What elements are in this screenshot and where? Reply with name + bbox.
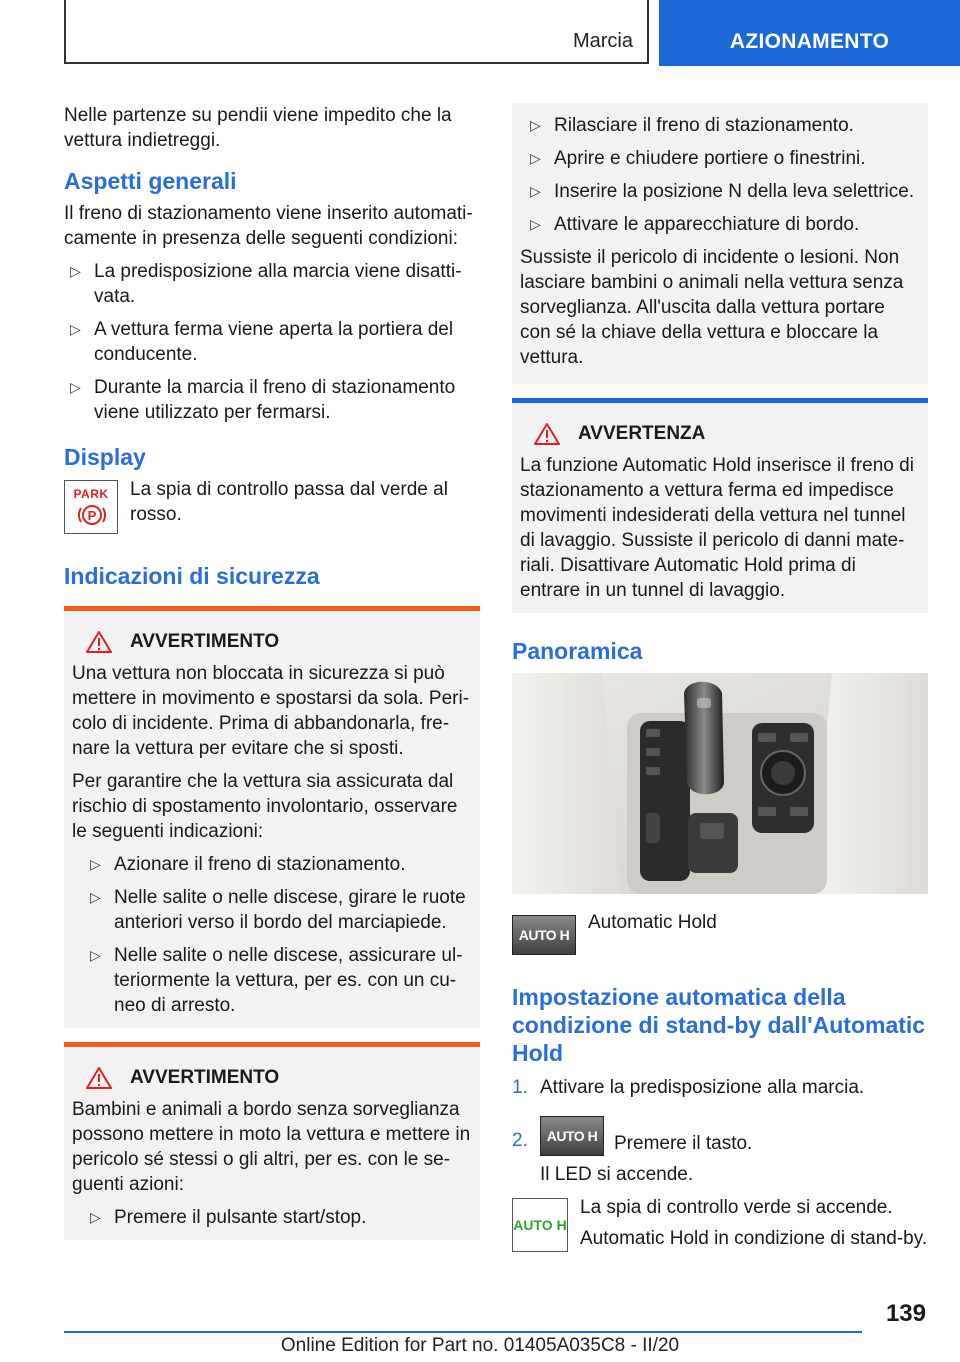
indicator-text: Automatic Hold in condizione di stand-by. [580, 1228, 928, 1249]
warning-list [72, 852, 472, 1018]
auto-hold-button-icon: AUTO H [512, 915, 576, 955]
heading-general: Aspetti generali [64, 168, 237, 194]
triangle-bullet-icon: ▷ [530, 216, 541, 232]
list-item: ▷ Durante la marcia il freno di stazionamento viene utilizzato per fermarsi. [70, 377, 456, 423]
triangle-bullet-icon: ▷ [90, 947, 101, 963]
caution-title: AVVERTENZA [520, 419, 920, 449]
auto-hold-button-row [512, 912, 928, 955]
caution-box [512, 398, 928, 613]
triangle-bullet-icon: ▷ [530, 150, 541, 166]
triangle-bullet-icon: ▷ [90, 856, 101, 872]
general-list [64, 259, 480, 425]
caution-paragraph: La funzione Automatic Hold inserisce il freno di stazionamento a vettura ferma ed impedisce movimenti indesiderati della vettura nel tunnel di lavaggio. Sussiste il pericolo di danni materiali. Disattivare Automatic Hold prima di entrare in un tunnel di lavaggio. [520, 455, 914, 601]
triangle-bullet-icon: ▷ [70, 263, 81, 279]
triangle-bullet-icon: ▷ [70, 321, 81, 337]
list-item: ▷ Nelle salite o nelle discese, girare le ruote anteriori verso il bordo del marciapiede. [90, 887, 466, 933]
warning-paragraph: Sussiste il pericolo di incidente o lesioni. Non lasciare bambini o animali nella vettura senza sorveglianza. All'uscita dalla vettura portare con sé la chiave della vettura e bloccare la vettura. [520, 247, 904, 368]
header-chapter-box [64, 0, 649, 64]
warning-list [72, 1205, 472, 1230]
caution-triangle-icon [534, 422, 560, 446]
continuation-list [520, 113, 920, 237]
auto-hold-button-icon: AUTO H [540, 1116, 604, 1156]
right-column [512, 103, 928, 1252]
warning-paragraph: Per garantire che la vettura sia assicurata dal rischio di spostamento involontario, osservare le seguenti indicazioni: [72, 771, 458, 842]
heading-display: Display [64, 444, 146, 470]
display-row [64, 477, 480, 534]
triangle-bullet-icon: ▷ [70, 379, 81, 395]
indicator-text: La spia di controllo verde si accende. [580, 1197, 893, 1218]
triangle-bullet-icon: ▷ [90, 889, 101, 905]
step-item: 2. AUTO H Premere il tasto. [512, 1116, 928, 1156]
step-item: 1. Attivare la predisposizione alla marcia. [512, 1077, 865, 1098]
warning-paragraph: Bambini e animali a bordo senza sorveglianza possono mettere in moto la vettura e mettere in pericolo sé stessi o gli altri, per es. con le seguenti azioni: [72, 1099, 471, 1195]
led-text: Il LED si accende. [540, 1164, 694, 1185]
triangle-bullet-icon: ▷ [530, 117, 541, 133]
list-item: ▷ Inserire la posizione N della leva selettrice. [530, 181, 915, 202]
indicator-row [512, 1195, 928, 1252]
triangle-bullet-icon: ▷ [530, 183, 541, 199]
warning-box-1 [64, 606, 480, 1028]
list-item: ▷ Aprire e chiudere portiere o finestrini. [530, 148, 866, 169]
svg-text:P: P [87, 508, 97, 523]
warning-paragraph: Una vettura non bloccata in sicurezza si può mettere in movimento e spostarsi da sola. Pericolo di incidente. Prima di abbandonarla, frenare la vettura per evitare che si sposti. [72, 663, 470, 759]
warning-title: AVVERTIMENTO [72, 627, 472, 657]
general-paragraph: Il freno di stazionamento viene inserito automaticamente in presenza delle seguenti condizioni: [64, 203, 473, 249]
section-title: AZIONAMENTO [729, 30, 890, 53]
auto-hold-caption: Automatic Hold [588, 912, 717, 933]
center-console-photo [512, 673, 928, 894]
list-item: ▷ A vettura ferma viene aperta la portiera del conducente. [70, 319, 454, 365]
edition-text: Online Edition for Part no. 01405A035C8 - II/20 [280, 1335, 680, 1356]
park-brake-icon: PARK P [64, 480, 118, 534]
display-text: La spia di controllo passa dal verde al rosso. [130, 479, 448, 525]
auto-hold-indicator-icon: AUTO H [512, 1198, 568, 1252]
list-item: ▷ Rilasciare il freno di stazionamento. [530, 115, 854, 136]
list-item: ▷ Attivare le apparecchiature di bordo. [530, 214, 860, 235]
warning-continuation-box [512, 103, 928, 384]
header-section-tab [659, 0, 960, 66]
warning-box-2 [64, 1042, 480, 1240]
heading-auto-hold: Impostazione automatica della condizione di stand-by dall'Automatic Hold [512, 984, 926, 1066]
steps-list [512, 1075, 928, 1156]
left-column [64, 103, 480, 1240]
chapter-title: Marcia [572, 30, 633, 52]
warning-triangle-icon [86, 1066, 112, 1090]
list-item: ▷ Nelle salite o nelle discese, assicurare ulteriormente la vettura, per es. con un cuneo di arresto. [90, 945, 463, 1016]
warning-title: AVVERTIMENTO [72, 1063, 472, 1093]
page-number: 139 [885, 1300, 926, 1327]
intro-paragraph: Nelle partenze su pendii viene impedito che la vettura indietreggi. [64, 105, 452, 151]
triangle-bullet-icon: ▷ [90, 1209, 101, 1225]
footer-divider [64, 1331, 862, 1333]
list-item: ▷ La predisposizione alla marcia viene disattivata. [70, 261, 462, 307]
list-item: ▷ Azionare il freno di stazionamento. [90, 854, 406, 875]
warning-triangle-icon [86, 630, 112, 654]
heading-overview: Panoramica [512, 638, 643, 664]
list-item: ▷ Premere il pulsante start/stop. [90, 1207, 367, 1228]
heading-safety: Indicazioni di sicurezza [64, 563, 320, 589]
